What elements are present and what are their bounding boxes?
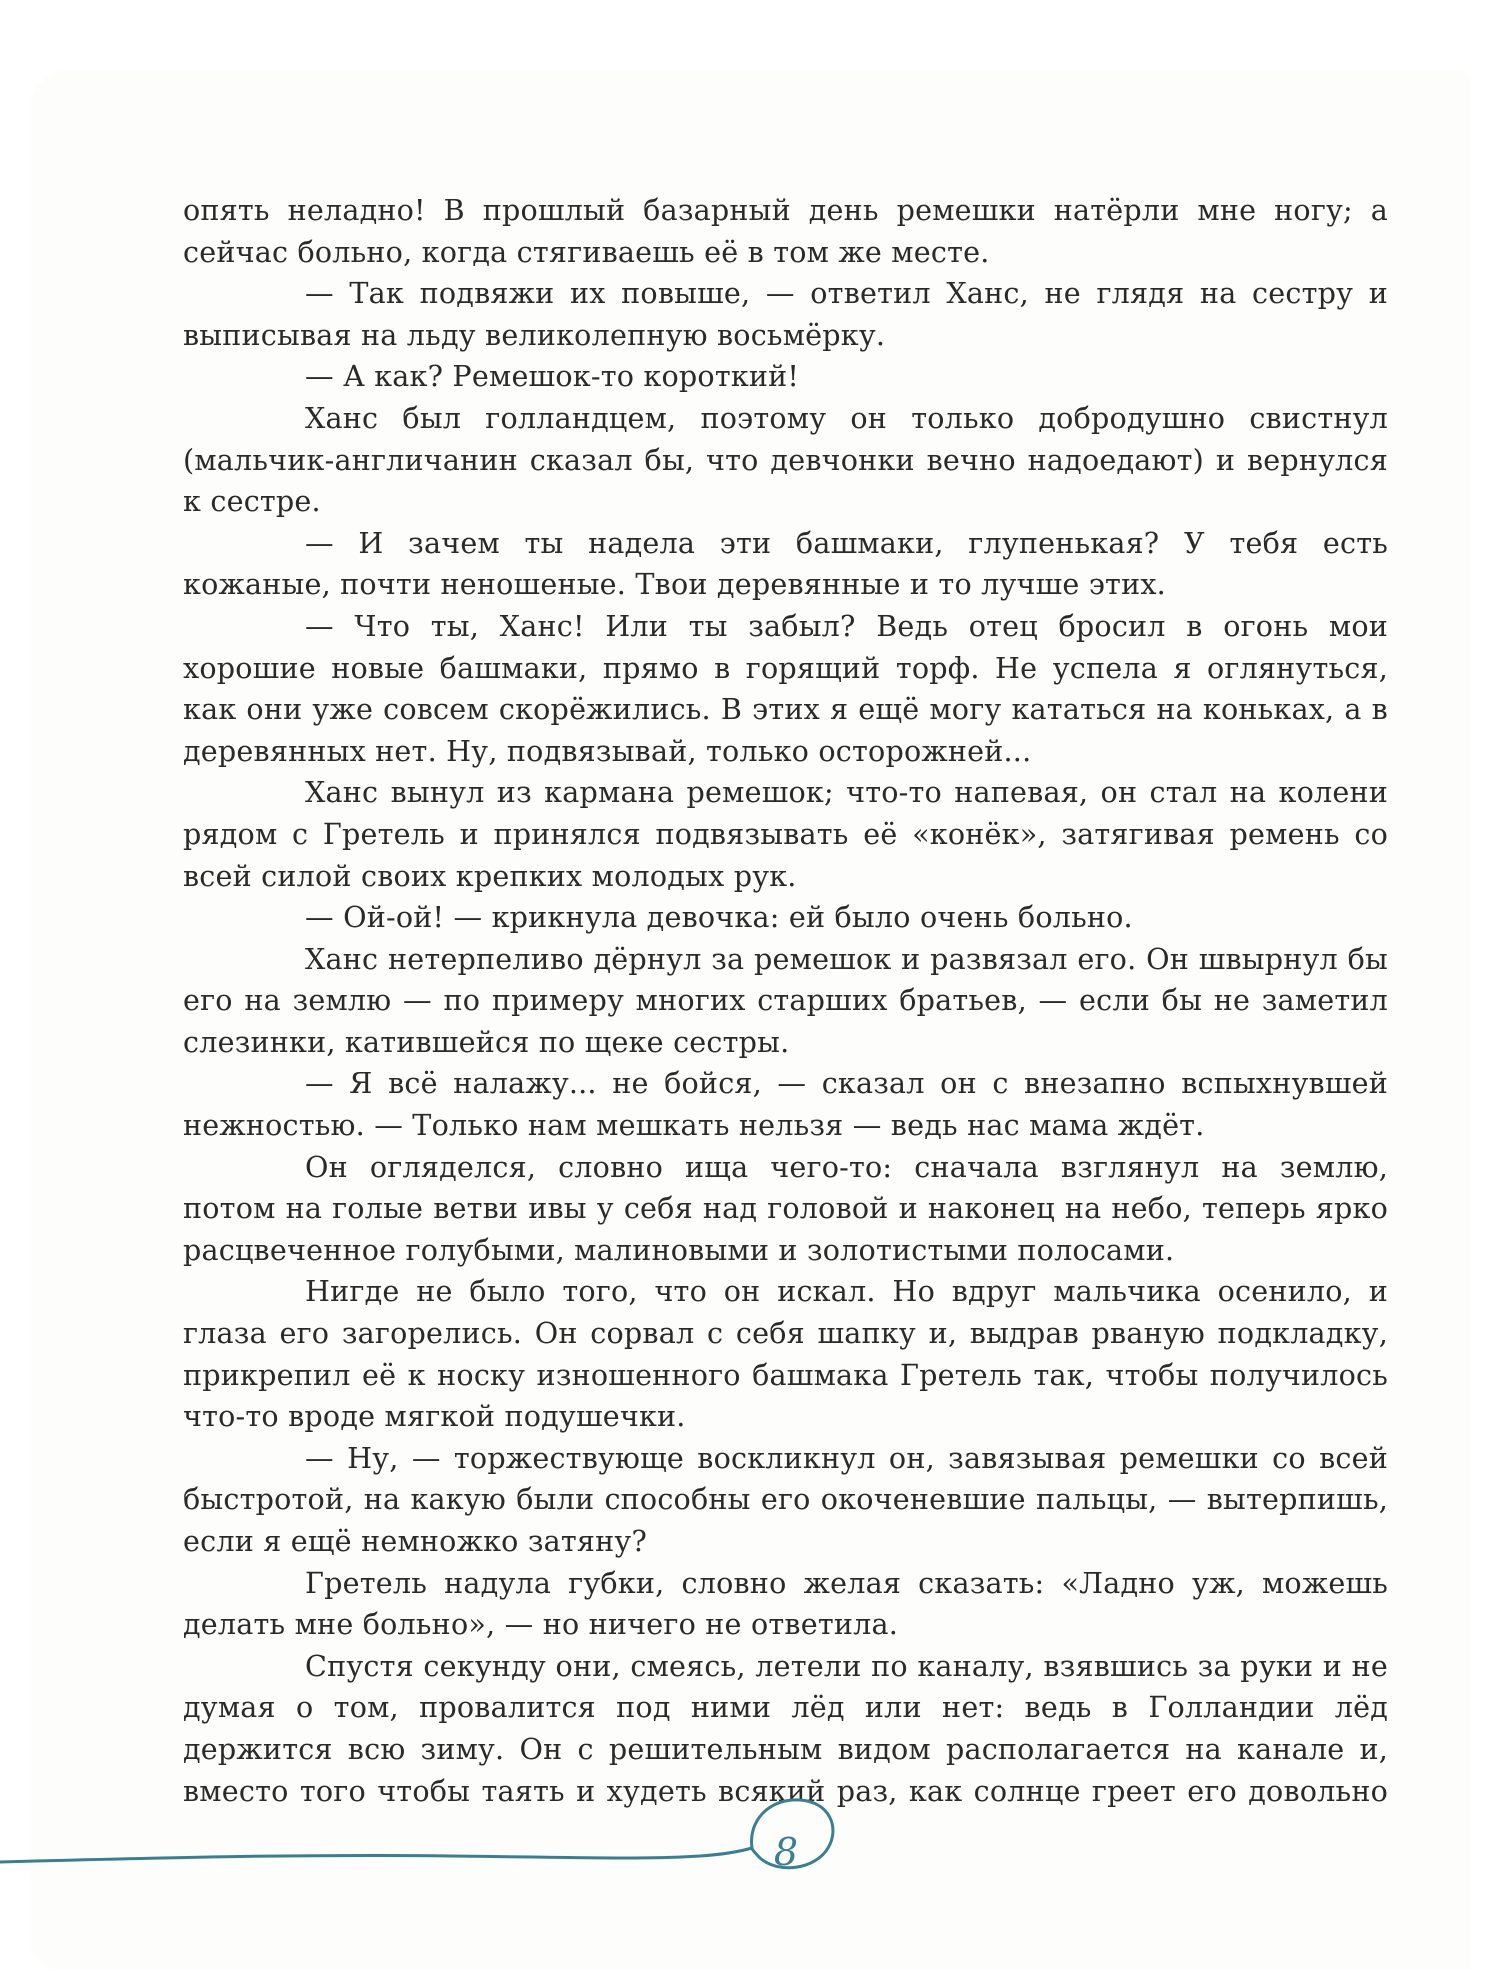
paragraph-15: Спустя секунду они, смеясь, летели по каналу, взявшись за руки и не думая о том, провалится под ними лёд или нет: ведь в Голландии лёд держится всю зиму. Он с решительным видом располагается на канале и, вместо того чтобы таять и худеть всякий раз, как солнце греет его довольно [183, 1648, 1388, 1808]
body-text [183, 190, 1388, 1812]
paragraph-7: Ханс вынул из кармана ремешок; что-то напевая, он стал на колени рядом с Гретель и принялся подвязывать её «конёк», затягивая ремень со всей силой своих крепких молодых рук. [183, 775, 1388, 893]
paragraph-8: — Ой-ой! — крикнула девочка: ей было очень больно. [305, 900, 1133, 935]
paragraph-9: Ханс нетерпеливо дёрнул за ремешок и развязал его. Он швырнул бы его на землю — по примеру многих старших братьев, — если бы не заметил слезинки, катившейся по щеке сестры. [183, 941, 1388, 1059]
paragraph-12: Нигде не было того, что он искал. Но вдруг мальчика осенило, и глаза его загорелись. Он сорвал с себя шапку и, выдрав рваную подкладку, прикрепил её к носку изношенного башмака Гретель так, чтобы получилось что-то вроде мягкой подушечки. [183, 1274, 1388, 1434]
paragraph-1: опять неладно! В прошлый базарный день ремешки натёрли мне ногу; а сейчас больно, когда стягиваешь её в том же месте. [183, 193, 1388, 269]
footer-wave-decoration [0, 1790, 1488, 1940]
paragraph-3: — А как? Ремешок-то короткий! [305, 359, 800, 394]
paragraph-6: — Что ты, Ханс! Или ты забыл? Ведь отец бросил в огонь мои хорошие новые башмаки, прямо в горящий торф. Не успела я оглянуться, как они уже совсем скорёжились. В этих я ещё могу кататься на коньках, а в деревянных нет. Ну, подвязывай, только осторожней... [183, 608, 1388, 768]
paragraph-2: — Так подвяжи их повыше, — ответил Ханс, не глядя на сестру и выписывая на льду великолепную восьмёрку. [183, 276, 1388, 352]
paragraph-10: — Я всё налажу... не бойся, — сказал он с внезапно вспыхнувшей нежностью. — Только нам мешкать нельзя — ведь нас мама ждёт. [183, 1066, 1388, 1143]
paragraph-4: Ханс был голландцем, поэтому он только добродушно свистнул (мальчик-англичанин сказал бы, что девчонки вечно надоедают) и вернулся к сестре. [183, 400, 1388, 519]
paragraph-11: Он огляделся, словно ища чего-то: сначала взглянул на землю, потом на голые ветви ивы у себя над головой и наконец на небо, теперь ярко расцвеченное голубыми, малиновыми и золотистыми полосами. [183, 1149, 1388, 1267]
paragraph-14: Гретель надула губки, словно желая сказать: «Ладно уж, можешь делать мне больно», — но ничего не ответила. [183, 1565, 1388, 1642]
page-number: 8 [773, 1830, 799, 1874]
paragraph-5: — И зачем ты надела эти башмаки, глупенькая? У тебя есть кожаные, почти неношеные. Твои деревянные и то лучше этих. [183, 525, 1388, 602]
paragraph-13: — Ну, — торжествующе воскликнул он, завязывая ремешки со всей быстротой, на какую были способны его окоченевшие пальцы, — вытерпишь, если я ещё немножко затяну? [183, 1440, 1388, 1558]
